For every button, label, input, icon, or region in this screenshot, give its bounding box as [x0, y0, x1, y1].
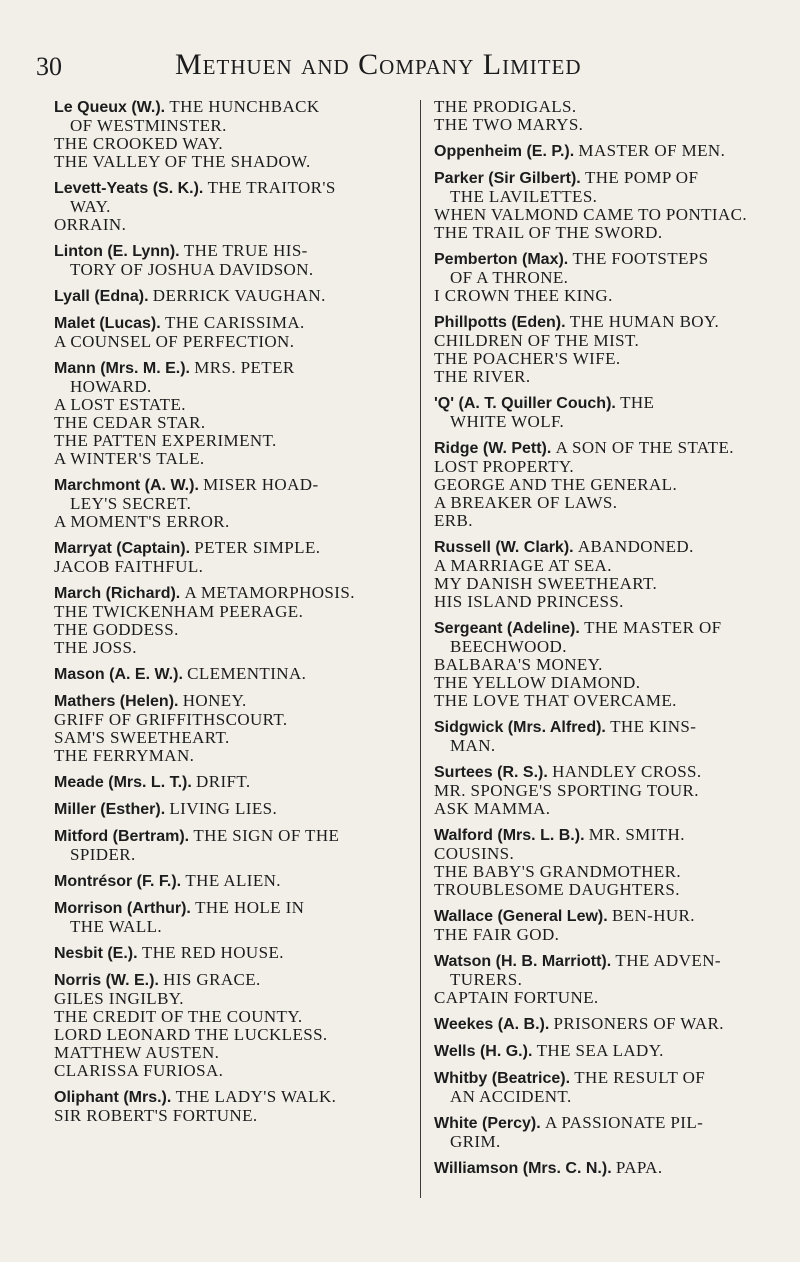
author-name: Pemberton (Max).	[434, 251, 569, 268]
book-title-continued: WAY.	[70, 197, 111, 216]
book-title-continued: TORY OF JOSHUA DAVIDSON.	[70, 260, 314, 279]
book-title: THE FAIR GOD.	[434, 925, 560, 944]
catalog-entry	[434, 313, 786, 386]
book-title-continued: GRIM.	[450, 1132, 501, 1151]
book-title: PAPA.	[615, 1158, 663, 1177]
page-number: 30	[36, 52, 62, 81]
author-name: Nesbit (E.).	[54, 945, 138, 962]
book-title: SAM'S SWEETHEART.	[54, 728, 230, 747]
book-title: THE FOOTSTEPS	[572, 249, 709, 268]
author-name: Mann (Mrs. M. E.).	[54, 360, 190, 377]
book-title: MR. SPONGE'S SPORTING TOUR.	[434, 781, 699, 800]
book-title: LOST PROPERTY.	[434, 457, 574, 476]
catalog-entry	[54, 242, 406, 279]
author-name: Montrésor (F. F.).	[54, 873, 182, 890]
book-title: HIS GRACE.	[163, 970, 261, 989]
catalog-entry	[434, 1159, 786, 1178]
author-name: Mathers (Helen).	[54, 693, 179, 710]
book-title-continued: WHITE WOLF.	[450, 412, 565, 431]
author-name: Russell (W. Clark).	[434, 539, 574, 556]
book-title: MISER HOAD-	[203, 475, 319, 494]
catalog-entry	[54, 584, 406, 657]
catalog-entry	[54, 1088, 406, 1125]
author-name: Mason (A. E. W.).	[54, 666, 183, 683]
author-name: Sidgwick (Mrs. Alfred).	[434, 719, 606, 736]
catalog-entry	[54, 359, 406, 468]
book-title: ABANDONED.	[577, 537, 694, 556]
author-name: White (Percy).	[434, 1115, 541, 1132]
book-title: CHILDREN OF THE MIST.	[434, 331, 640, 350]
catalog-entry	[434, 763, 786, 818]
book-title: THE POMP OF	[584, 168, 699, 187]
book-title: DERRICK VAUGHAN.	[152, 286, 326, 305]
catalog-entry	[434, 952, 786, 1007]
book-title-continued: BEECHWOOD.	[450, 637, 567, 656]
book-title: DRIFT.	[196, 772, 251, 791]
book-title: THE TRUE HIS-	[183, 241, 308, 260]
catalog-entry	[434, 1042, 786, 1061]
book-title: SIR ROBERT'S FORTUNE.	[54, 1106, 258, 1125]
book-title: A COUNSEL OF PERFECTION.	[54, 332, 295, 351]
book-title: PETER SIMPLE.	[194, 538, 321, 557]
author-name: Weekes (A. B.).	[434, 1016, 550, 1033]
book-title: THE BABY'S GRANDMOTHER.	[434, 862, 681, 881]
book-title: THE CROOKED WAY.	[54, 134, 224, 153]
book-title: ASK MAMMA.	[434, 799, 551, 818]
book-title: THE GODDESS.	[54, 620, 179, 639]
book-title: THE CREDIT OF THE COUNTY.	[54, 1007, 303, 1026]
catalog-entry	[54, 971, 406, 1080]
catalog-entry	[54, 179, 406, 234]
author-name: Miller (Esther).	[54, 801, 166, 818]
catalog-entry	[434, 718, 786, 755]
catalog-entry	[54, 98, 406, 171]
book-title: HONEY.	[182, 691, 247, 710]
book-title: BALBARA'S MONEY.	[434, 655, 603, 674]
book-title: HIS ISLAND PRINCESS.	[434, 592, 624, 611]
book-title: LIVING LIES.	[169, 799, 278, 818]
book-title: THE ADVEN-	[615, 951, 721, 970]
book-title-continued: OF A THRONE.	[450, 268, 569, 287]
catalog-entry	[54, 827, 406, 864]
book-title: I CROWN THEE KING.	[434, 286, 613, 305]
book-title: THE TWICKENHAM PEERAGE.	[54, 602, 304, 621]
book-title: GILES INGILBY.	[54, 989, 184, 1008]
catalog-entry	[54, 872, 406, 891]
catalog-entry	[54, 899, 406, 936]
book-title: HANDLEY CROSS.	[552, 762, 702, 781]
book-title: LORD LEONARD THE LUCKLESS.	[54, 1025, 328, 1044]
book-title: A LOST ESTATE.	[54, 395, 186, 414]
book-title: CLEMENTINA.	[187, 664, 307, 683]
book-title: A PASSIONATE PIL-	[544, 1113, 704, 1132]
book-title: A METAMORPHOSIS.	[184, 583, 355, 602]
catalog-entry	[434, 826, 786, 899]
book-title: WHEN VALMOND CAME TO PONTIAC.	[434, 205, 748, 224]
book-title: THE PRODIGALS.	[434, 97, 577, 116]
book-title: THE POACHER'S WIFE.	[434, 349, 621, 368]
book-title: THE RESULT OF	[574, 1068, 706, 1087]
catalog-entry	[434, 98, 786, 134]
book-title: THE HOLE IN	[195, 898, 305, 917]
catalog-entry	[54, 539, 406, 576]
catalog-entry	[434, 619, 786, 710]
author-name: Wallace (General Lew).	[434, 908, 608, 925]
book-title: MR. SMITH.	[588, 825, 685, 844]
author-name: Phillpotts (Eden).	[434, 314, 566, 331]
column-divider	[420, 100, 421, 1198]
book-title: JACOB FAITHFUL.	[54, 557, 204, 576]
catalog-entry	[434, 169, 786, 242]
book-title: MRS. PETER	[194, 358, 295, 377]
book-title-continued: HOWARD.	[70, 377, 152, 396]
catalog-entry	[54, 800, 406, 819]
author-name: Mitford (Bertram).	[54, 828, 190, 845]
book-title: ORRAIN.	[54, 215, 127, 234]
book-title-continued: THE LAVILETTES.	[450, 187, 598, 206]
author-name: Marryat (Captain).	[54, 540, 191, 557]
book-title: THE SEA LADY.	[536, 1041, 664, 1060]
book-title-continued: TURERS.	[450, 970, 523, 989]
book-title: THE ALIEN.	[185, 871, 281, 890]
book-title: THE KINS-	[610, 717, 697, 736]
book-title: THE	[620, 393, 655, 412]
author-name: Malet (Lucas).	[54, 315, 161, 332]
book-title: COUSINS.	[434, 844, 515, 863]
book-title: THE TRAIL OF THE SWORD.	[434, 223, 663, 242]
book-title: THE HUNCHBACK	[169, 97, 320, 116]
catalog-entry	[54, 944, 406, 963]
book-title: THE JOSS.	[54, 638, 137, 657]
author-name: Surtees (R. S.).	[434, 764, 548, 781]
book-title: CLARISSA FURIOSA.	[54, 1061, 224, 1080]
book-title: PRISONERS OF WAR.	[553, 1014, 724, 1033]
catalog-entry	[434, 439, 786, 530]
right-column	[434, 98, 786, 1186]
book-title: MATTHEW AUSTEN.	[54, 1043, 220, 1062]
book-title-continued: SPIDER.	[70, 845, 136, 864]
book-title-continued: LEY'S SECRET.	[70, 494, 192, 513]
author-name: Oppenheim (E. P.).	[434, 143, 575, 160]
book-title: THE FERRYMAN.	[54, 746, 195, 765]
book-title: THE PATTEN EXPERIMENT.	[54, 431, 277, 450]
book-title: A BREAKER OF LAWS.	[434, 493, 618, 512]
book-title: THE MASTER OF	[584, 618, 722, 637]
catalog-entry	[434, 394, 786, 431]
catalog-entry	[54, 287, 406, 306]
author-name: Levett-Yeats (S. K.).	[54, 180, 204, 197]
author-name: Oliphant (Mrs.).	[54, 1089, 172, 1106]
book-title: THE TRAITOR'S	[207, 178, 336, 197]
catalog-entry	[434, 142, 786, 161]
book-title-continued: THE WALL.	[70, 917, 163, 936]
author-name: Lyall (Edna).	[54, 288, 149, 305]
author-name: Sergeant (Adeline).	[434, 620, 580, 637]
left-column	[54, 98, 406, 1133]
catalog-entry	[54, 665, 406, 684]
author-name: Morrison (Arthur).	[54, 900, 191, 917]
author-name: Wells (H. G.).	[434, 1043, 533, 1060]
author-name: Whitby (Beatrice).	[434, 1070, 571, 1087]
book-title: THE RIVER.	[434, 367, 531, 386]
book-title: THE YELLOW DIAMOND.	[434, 673, 641, 692]
book-title: MASTER OF MEN.	[578, 141, 726, 160]
author-name: Parker (Sir Gilbert).	[434, 170, 581, 187]
author-name: Le Queux (W.).	[54, 99, 166, 116]
book-title-continued: OF WESTMINSTER.	[70, 116, 227, 135]
book-title: THE LOVE THAT OVERCAME.	[434, 691, 677, 710]
catalog-entry	[434, 250, 786, 305]
book-title: GRIFF OF GRIFFITHSCOURT.	[54, 710, 288, 729]
book-title: MY DANISH SWEETHEART.	[434, 574, 658, 593]
author-name: Ridge (W. Pett).	[434, 440, 552, 457]
author-name: Williamson (Mrs. C. N.).	[434, 1160, 612, 1177]
running-head: Methuen and Company Limited	[175, 48, 582, 81]
book-title: THE SIGN OF THE	[193, 826, 340, 845]
author-name: Marchmont (A. W.).	[54, 477, 199, 494]
book-title: A MOMENT'S ERROR.	[54, 512, 230, 531]
author-name: 'Q' (A. T. Quiller Couch).	[434, 395, 616, 412]
catalog-entry	[54, 773, 406, 792]
book-title: THE VALLEY OF THE SHADOW.	[54, 152, 311, 171]
book-title: GEORGE AND THE GENERAL.	[434, 475, 678, 494]
book-title: A WINTER'S TALE.	[54, 449, 205, 468]
book-title: THE TWO MARYS.	[434, 115, 584, 134]
catalog-entry	[54, 692, 406, 765]
catalog-entry	[434, 1015, 786, 1034]
catalog-entry	[434, 907, 786, 944]
book-title: ERB.	[434, 511, 473, 530]
book-title: THE HUMAN BOY.	[569, 312, 720, 331]
book-title: THE LADY'S WALK.	[175, 1087, 337, 1106]
book-title: THE RED HOUSE.	[141, 943, 284, 962]
author-name: Norris (W. E.).	[54, 972, 159, 989]
book-title: CAPTAIN FORTUNE.	[434, 988, 599, 1007]
book-title-continued: MAN.	[450, 736, 496, 755]
catalog-entry	[434, 1114, 786, 1151]
book-title-continued: AN ACCIDENT.	[450, 1087, 572, 1106]
author-name: Linton (E. Lynn).	[54, 243, 180, 260]
book-title: BEN-HUR.	[611, 906, 695, 925]
catalog-entry	[54, 314, 406, 351]
book-title: THE CEDAR STAR.	[54, 413, 206, 432]
author-name: March (Richard).	[54, 585, 181, 602]
book-title: A MARRIAGE AT SEA.	[434, 556, 612, 575]
author-name: Walford (Mrs. L. B.).	[434, 827, 585, 844]
author-name: Watson (H. B. Marriott).	[434, 953, 612, 970]
catalog-entry	[54, 476, 406, 531]
author-name: Meade (Mrs. L. T.).	[54, 774, 192, 791]
catalog-entry	[434, 538, 786, 611]
book-title: TROUBLESOME DAUGHTERS.	[434, 880, 680, 899]
book-title: THE CARISSIMA.	[164, 313, 305, 332]
catalog-entry	[434, 1069, 786, 1106]
book-title: A SON OF THE STATE.	[555, 438, 734, 457]
